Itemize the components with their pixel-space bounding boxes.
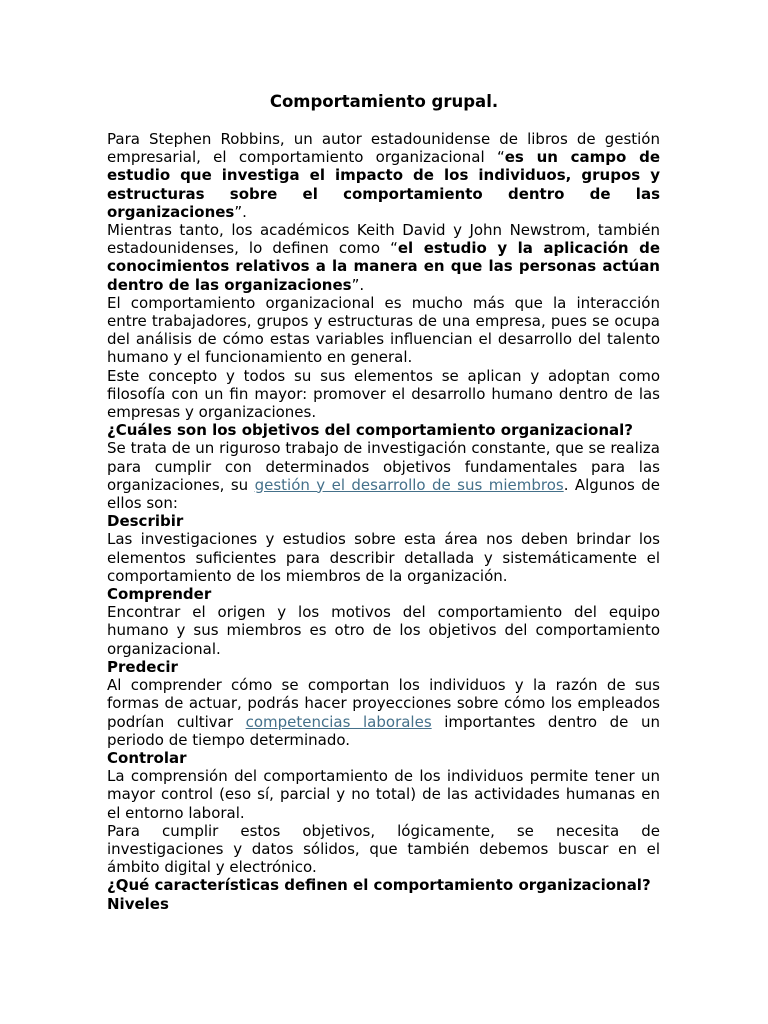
heading-predecir: Predecir bbox=[107, 657, 178, 676]
heading-caracteristicas: ¿Qué características definen el comportamiento organizacional? bbox=[107, 876, 651, 895]
document-title: Comportamiento grupal. bbox=[269, 92, 499, 111]
document-body bbox=[107, 130, 660, 913]
heading-objetivos: ¿Cuáles son los objetivos del comportamiento organizacional? bbox=[107, 421, 633, 440]
paragraph-describir: Las investigaciones y estudios sobre esta área nos deben brindar los elementos suficientes para describir detallada y sistemáticamente el comportamiento de los miembros de la organización. bbox=[107, 530, 660, 585]
link-competencias-laborales[interactable]: competencias laborales bbox=[245, 712, 432, 731]
heading-comprender: Comprender bbox=[107, 585, 212, 604]
paragraph-david-newstrom bbox=[107, 221, 660, 294]
text-run: Mientras tanto, los académicos Keith David y John Newstrom, también estadounidenses, lo definen como “ bbox=[107, 221, 660, 258]
paragraph-interaccion: El comportamiento organizacional es mucho más que la interacción entre trabajadores, grupos y estructuras de una empresa, pues se ocupa del análisis de cómo estas variables influencian el desarrollo del talento humano y el funcionamiento en general. bbox=[107, 293, 660, 367]
paragraph-investigacion bbox=[107, 439, 660, 512]
paragraph-comprender: Encontrar el origen y los motivos del comportamiento del equipo humano y sus miembros es otro de los objetivos del comportamiento organizacional. bbox=[107, 603, 660, 658]
heading-describir: Describir bbox=[107, 512, 184, 531]
text-run: ”. bbox=[351, 275, 365, 294]
text-run: Para Stephen Robbins, un autor estadounidense de libros de gestión empresarial, el comportamiento organizacional “ bbox=[107, 130, 660, 167]
paragraph-predecir bbox=[107, 676, 660, 749]
bold-quote: es un campo de estudio que investiga el impacto de los individuos, grupos y estructuras sobre el comportamiento dentro de las organizaciones bbox=[107, 148, 660, 221]
paragraph-robbins bbox=[107, 130, 660, 221]
link-gestion-desarrollo[interactable]: gestión y el desarrollo de sus miembros bbox=[254, 475, 564, 494]
text-run: ”. bbox=[234, 202, 247, 221]
text-run: . Algunos de ellos son: bbox=[107, 475, 660, 513]
text-run: importantes dentro de un periodo de tiempo determinado. bbox=[107, 712, 660, 749]
bold-quote: el estudio y la aplicación de conocimientos relativos a la manera en que las personas actúan dentro de las organizaciones bbox=[107, 239, 660, 294]
heading-niveles: Niveles bbox=[107, 894, 169, 913]
text-run: Al comprender cómo se comportan los individuos y la razón de sus formas de actuar, podrás hacer proyecciones sobre cómo los empleados podrían cultivar bbox=[107, 676, 660, 731]
text-run: Se trata de un riguroso trabajo de investigación constante, que se realiza para cumplir con determinados objetivos fundamentales para las organizaciones, su bbox=[107, 439, 660, 494]
heading-controlar: Controlar bbox=[107, 748, 187, 767]
paragraph-controlar: La comprensión del comportamiento de los individuos permite tener un mayor control (eso sí, parcial y no total) de las actividades humanas en el entorno laboral. bbox=[107, 767, 660, 822]
paragraph-cumplir: Para cumplir estos objetivos, lógicamente, se necesita de investigaciones y datos sólidos, que también debemos buscar en el ámbito digital y electrónico. bbox=[107, 821, 660, 877]
paragraph-concepto: Este concepto y todos su sus elementos se aplican y adoptan como filosofía con un fin mayor: promover el desarrollo humano dentro de las empresas y organizaciones. bbox=[107, 366, 660, 422]
